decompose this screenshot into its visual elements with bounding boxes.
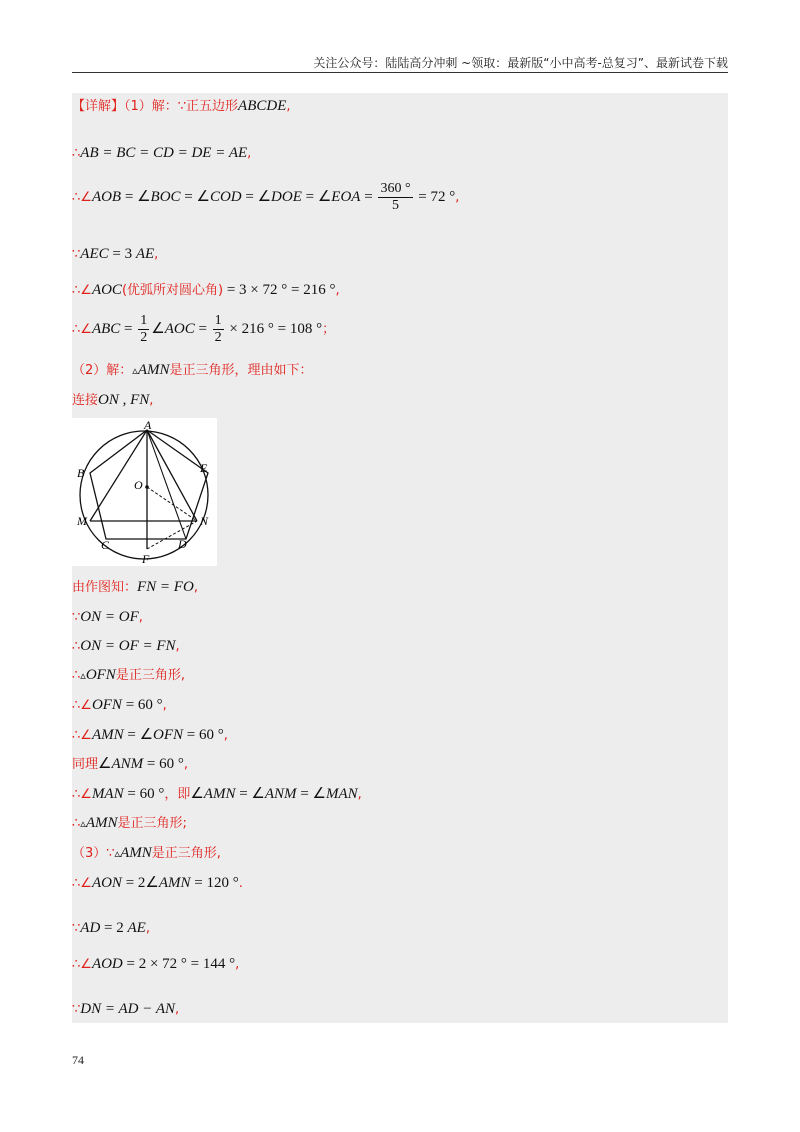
line-7: （2）解：▵AMN是正三角形，理由如下： — [72, 362, 313, 378]
fraction-360-over-5: $\frac{360 ^\circ}{5}$ — [380, 180, 411, 213]
label-m: M — [77, 514, 87, 528]
fraction-one-half: $\frac{1}{2}$ — [214, 312, 222, 345]
geometry-figure — [72, 418, 217, 566]
label-n: N — [200, 514, 209, 528]
line-1: 【详解】（1）解：∵正五边形ABCDE, — [72, 98, 291, 114]
segment-am — [90, 430, 147, 521]
line-8: 连接ON , FN, — [72, 392, 154, 408]
line-11: ∴ON = OF = FN, — [72, 638, 180, 654]
circle — [80, 431, 208, 559]
line-22: ∵DN = AD − AN, — [72, 1001, 180, 1017]
label-b: B — [77, 466, 85, 480]
page-header: 关注公众号：陆陆高分冲刺 ~领取：最新版“小中高考-总复习”、最新试卷下载 — [313, 56, 728, 70]
line-16: ∴∠MAN = 60 °，即∠AMN = ∠ANM = ∠MAN, — [72, 786, 362, 802]
center-point — [145, 485, 149, 489]
header-rule — [72, 72, 728, 73]
line-20: ∵AD = 2 AE, — [72, 920, 150, 936]
pentagon-circle-diagram — [72, 418, 217, 566]
line-17: ∴▵AMN是正三角形; — [72, 815, 187, 831]
line-2: ∴AB = BC = CD = DE = AE, — [72, 145, 252, 161]
line-14: ∴∠AMN = ∠OFN = 60 °, — [72, 727, 228, 743]
line-19: ∴∠AON = 2∠AMN = 120 °. — [72, 875, 243, 891]
detail-label: 【详解】（1）解：∵正五边形 — [72, 99, 239, 114]
label-c: C — [101, 538, 110, 552]
segment-on — [147, 487, 197, 521]
label-f: F — [142, 552, 150, 566]
segment-ad — [147, 430, 186, 539]
label-a: A — [144, 418, 152, 432]
line-15: 同理∠ANM = 60 °, — [72, 756, 188, 772]
fraction-one-half: $\frac{1}{2}$ — [140, 312, 148, 345]
line-12: ∴▵OFN是正三角形, — [72, 667, 185, 683]
line-3: ∴∠AOB = ∠BOC = ∠COD = ∠DOE = ∠EOA = $\frac{360 ^\circ}{5}$ = 72 °, — [72, 180, 460, 213]
line-18: （3）∵▵AMN是正三角形, — [72, 845, 221, 861]
line-21: ∴∠AOD = 2 × 72 ° = 144 °, — [72, 956, 240, 972]
line-10: ∵ON = OF, — [72, 609, 143, 625]
segment-fn — [147, 521, 197, 549]
segment-an — [147, 430, 197, 521]
pentagon — [90, 430, 208, 539]
line-6: ∴∠ABC = $\frac{1}{2}$ ∠AOC = $\frac{1}{2}$ × 216 ° = 108 °； — [72, 312, 336, 345]
line-9: 由作图知：FN = FO, — [72, 579, 198, 595]
line-4: ∵AEC = 3 AE, — [72, 246, 159, 262]
label-o: O — [134, 478, 143, 492]
line-13: ∴∠OFN = 60 °, — [72, 697, 167, 713]
label-e: E — [200, 461, 208, 475]
line-5: ∴∠AOC(优弧所对圆心角) = 3 × 72 ° = 216 °, — [72, 282, 340, 298]
label-d: D — [178, 537, 187, 551]
page-number: 74 — [72, 1053, 84, 1067]
